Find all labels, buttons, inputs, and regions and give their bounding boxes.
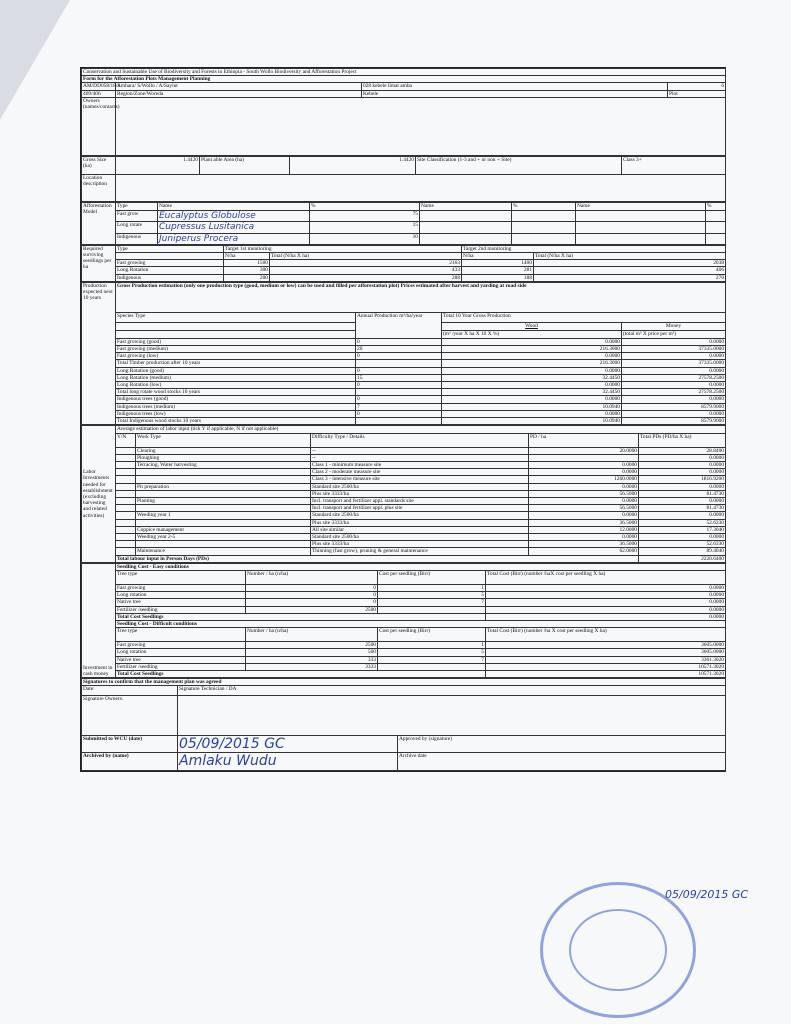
model-type-indigenous: Indigenous bbox=[116, 233, 158, 244]
seed-cost: 5 bbox=[378, 592, 486, 599]
seed-col-num: Number / ha (n/ha) bbox=[246, 628, 378, 642]
ref-code-2: 409/406 bbox=[82, 90, 116, 97]
labor-total-label: Total labour input in Person Days (PDs) bbox=[116, 555, 639, 562]
production-money: 27578.2500 bbox=[622, 374, 726, 381]
seedling-t1: 288 bbox=[270, 274, 462, 281]
production-annual: 15 bbox=[356, 374, 442, 381]
seed-num: 500 bbox=[246, 649, 378, 656]
archive-date-label: Archive date bbox=[398, 753, 726, 770]
production-money: 27578.2500 bbox=[622, 389, 726, 396]
labor-table bbox=[81, 425, 726, 562]
production-money: 0.0000 bbox=[622, 367, 726, 374]
seed-num: 0 bbox=[246, 599, 378, 606]
labor-label: Labor Investments needed for establishment (excluding harvesting and related activities) bbox=[82, 426, 116, 562]
seed-type: Fast growing bbox=[116, 584, 246, 591]
production-row-name: Indigenous trees (medium) bbox=[116, 403, 356, 410]
pct-fast: 75 bbox=[310, 210, 420, 221]
project-title: Conservation and Sustainable Use of Biodiversity and Forests in Ethiopia - South Wollo Biodiversity and Afforestation Project bbox=[82, 69, 726, 76]
production-wood: 0.0000 bbox=[442, 410, 622, 417]
seed-diff-total-label: Total Cost Seedlings bbox=[116, 670, 486, 677]
col-total-2: Total (N/ha X ha) bbox=[534, 253, 726, 260]
seedling-type: Fast growing bbox=[116, 260, 224, 267]
labor-diff: Standard site 2500/ha bbox=[311, 533, 529, 540]
production-wood: 32.4450 bbox=[442, 389, 622, 396]
seed-diff-title: Seedling Cost - Difficult conditions bbox=[116, 620, 726, 627]
seed-col-cost: Cost per seedling (Birr) bbox=[378, 570, 486, 584]
production-annual: 0 bbox=[356, 382, 442, 389]
production-annual: 0 bbox=[356, 367, 442, 374]
production-money: 0.0000 bbox=[622, 382, 726, 389]
owners-signature-label: Signature Owners: bbox=[82, 696, 178, 736]
seed-easy-title: Seedling Cost - Easy conditions bbox=[116, 563, 726, 570]
production-wood: 0.0000 bbox=[442, 367, 622, 374]
location-label: Location description bbox=[82, 174, 116, 201]
labor-total: 0.0000 bbox=[639, 512, 726, 519]
production-wood: 10.0940 bbox=[442, 403, 622, 410]
labor-work bbox=[136, 541, 311, 548]
production-row-name: Fast growing (good) bbox=[116, 338, 356, 345]
labor-work: Maintenance bbox=[136, 548, 311, 555]
model-label: Afforestation Model bbox=[82, 202, 116, 244]
labor-total: 0.0000 bbox=[639, 469, 726, 476]
labor-pd: 0.0000 bbox=[529, 512, 639, 519]
plot-number: 6 bbox=[668, 83, 726, 90]
seed-col-type: Tree type bbox=[116, 570, 246, 584]
labor-total: 0.0000 bbox=[639, 483, 726, 490]
production-money: 8579.9000 bbox=[622, 418, 726, 425]
seed-type: Fertilizer /seedling bbox=[116, 663, 246, 670]
owners-signature-field bbox=[178, 696, 726, 736]
labor-work bbox=[136, 490, 311, 497]
labor-diff: Standard site 2500/ha bbox=[311, 483, 529, 490]
seed-type: Native tree bbox=[116, 599, 246, 606]
labor-total: 52.6330 bbox=[639, 541, 726, 548]
seed-easy-total-value: 0.0000 bbox=[486, 613, 726, 620]
model-col-pct: % bbox=[310, 202, 420, 210]
seed-type: Long rotation bbox=[116, 649, 246, 656]
production-annual: 0 bbox=[356, 410, 442, 417]
seed-cost bbox=[378, 606, 486, 613]
production-row-name: Total Timber production after 10 years bbox=[116, 360, 356, 367]
labor-col-work: Work Type bbox=[136, 433, 311, 447]
labor-total-value: 2220.6400 bbox=[639, 555, 726, 562]
seed-type: Native tree bbox=[116, 656, 246, 663]
seed-num: 3333 bbox=[246, 663, 378, 670]
owners-field bbox=[116, 97, 726, 155]
seedling-n1: 200 bbox=[224, 274, 270, 281]
labor-pd: 62.0000 bbox=[529, 548, 639, 555]
seed-type: Fertilizer /seedling bbox=[116, 606, 246, 613]
production-annual: 20 bbox=[356, 346, 442, 353]
seed-cost: 7 bbox=[378, 656, 486, 663]
col-nha-1: N/ha bbox=[224, 253, 270, 260]
production-row-name: Indigenous trees (good) bbox=[116, 396, 356, 403]
site-classification-label: Site Classification (1-3 and + or non + Site) bbox=[416, 156, 622, 174]
labor-work: Planting bbox=[136, 497, 311, 504]
production-note: Gross Production estimation (only one production type (good, medium or low) can be used and filled per afforestation plot) Prices estimated after harvest and yarding at road side bbox=[116, 282, 726, 312]
model-col-pct-2: % bbox=[512, 202, 576, 210]
seed-col-num: Number / ha (n/ha) bbox=[246, 570, 378, 584]
labor-total: 81.4730 bbox=[639, 505, 726, 512]
seed-num: 333 bbox=[246, 656, 378, 663]
seed-num: 0 bbox=[246, 592, 378, 599]
seedling-cost-table bbox=[81, 563, 726, 678]
target-2-label: Target 2nd monitoring bbox=[462, 245, 726, 252]
seedlings-col-type: Type bbox=[116, 245, 224, 252]
labor-pd: 0.0000 bbox=[529, 469, 639, 476]
labor-diff: Class 2 - moderate measure site bbox=[311, 469, 529, 476]
seedling-n1: 1500 bbox=[224, 260, 270, 267]
labor-diff: Plus site 3333/ha bbox=[311, 541, 529, 548]
labor-pd: 0.0000 bbox=[529, 461, 639, 468]
management-plan-form bbox=[80, 67, 726, 772]
production-money: 0.0000 bbox=[622, 338, 726, 345]
seed-cost bbox=[378, 663, 486, 670]
stamp-inner-ring bbox=[569, 909, 667, 991]
production-annual: 7 bbox=[356, 403, 442, 410]
labor-total: 81.4730 bbox=[639, 490, 726, 497]
labor-col-yn: Y/N bbox=[116, 433, 136, 447]
production-money: 37335.0000 bbox=[622, 360, 726, 367]
labor-total: 1816.9200 bbox=[639, 476, 726, 483]
date-label: Date: bbox=[82, 686, 178, 696]
seedling-t2: 270 bbox=[534, 274, 726, 281]
seedling-n2: 1400 bbox=[462, 260, 534, 267]
model-col-name-3: Name bbox=[576, 202, 706, 210]
production-money: 8579.9000 bbox=[622, 403, 726, 410]
investment-label: Investment in cash money bbox=[82, 563, 116, 677]
production-row-name: Long Rotation (low) bbox=[116, 382, 356, 389]
plantable-area-label: Plant able Area (ha) bbox=[200, 156, 290, 174]
species-fast-handwritten: Eucalyptus Globulose bbox=[158, 210, 310, 221]
production-money: 37335.0000 bbox=[622, 346, 726, 353]
folded-corner bbox=[0, 0, 70, 120]
labor-diff: Class 3 - intensive measure site bbox=[311, 476, 529, 483]
seedling-n1: 300 bbox=[224, 267, 270, 274]
pct-long: 15 bbox=[310, 222, 420, 233]
labor-total: 89.4040 bbox=[639, 548, 726, 555]
production-row-name: Fast growing (medium) bbox=[116, 346, 356, 353]
col-money-sub: (total m³ X price per m³) bbox=[622, 330, 726, 338]
labor-total: 0.0000 bbox=[639, 461, 726, 468]
labor-pd: 0.0000 bbox=[529, 533, 639, 540]
production-money: 0.0000 bbox=[622, 353, 726, 360]
production-money: 0.0000 bbox=[622, 410, 726, 417]
labor-pd: 1260.0000 bbox=[529, 476, 639, 483]
seed-num: 2500 bbox=[246, 606, 378, 613]
labor-diff: Class 1 - minimum measure site bbox=[311, 461, 529, 468]
seedling-t2: 2038 bbox=[534, 260, 726, 267]
seedling-t1: 433 bbox=[270, 267, 462, 274]
labor-pd: 0.0000 bbox=[529, 497, 639, 504]
model-col-pct-3: % bbox=[706, 202, 726, 210]
gross-size-value: 1.4420 bbox=[116, 156, 200, 174]
seed-total: 0.0000 bbox=[486, 592, 726, 599]
seedling-type: Indigenous bbox=[116, 274, 224, 281]
labor-col-diff: Difficulty Type / Details bbox=[311, 433, 529, 447]
production-annual bbox=[356, 360, 442, 367]
seed-total: 3605.0000 bbox=[486, 642, 726, 649]
ref-code: AM/DD058/18/1 bbox=[83, 83, 121, 90]
production-annual bbox=[356, 418, 442, 425]
target-1-label: Target 1st monitoring bbox=[224, 245, 462, 252]
location-field bbox=[116, 174, 726, 201]
labor-pd: 12.0000 bbox=[529, 526, 639, 533]
production-wood: 216.3000 bbox=[442, 360, 622, 367]
plantable-area-value: 1.4420 bbox=[290, 156, 416, 174]
model-type-fast: Fast grow bbox=[116, 210, 158, 221]
production-wood: 0.0000 bbox=[442, 353, 622, 360]
labor-total: 28.8400 bbox=[639, 447, 726, 454]
labor-total: 17.3040 bbox=[639, 526, 726, 533]
seed-diff-total-value: 10571.3020 bbox=[486, 670, 726, 677]
model-col-name-2: Name bbox=[420, 202, 512, 210]
labor-diff: Plus site 3333/ha bbox=[311, 519, 529, 526]
labor-diff: Thinning (fast grow), pruning & general maintenance bbox=[311, 548, 529, 555]
labor-col-total: Total PDs (PD/ha X ha) bbox=[639, 433, 726, 447]
labor-note: Average estimation of labor input (tick Y if applicable, N if not applicable) bbox=[116, 426, 726, 433]
seedling-type: Long Rotation bbox=[116, 267, 224, 274]
labor-pd: 36.5000 bbox=[529, 541, 639, 548]
labor-diff: Standard site 2500/ha bbox=[311, 512, 529, 519]
production-annual: 0 bbox=[356, 396, 442, 403]
submitted-label: Submitted to WCU (date) bbox=[82, 736, 178, 753]
seedlings-table bbox=[81, 245, 726, 282]
seed-num: 0 bbox=[246, 584, 378, 591]
production-wood: 0.0000 bbox=[442, 396, 622, 403]
labor-work bbox=[136, 476, 311, 483]
seed-total: 3361.3020 bbox=[486, 656, 726, 663]
labor-diff: Incl. transport and fertilizer appl. standards site bbox=[311, 497, 529, 504]
labor-pd: 0.0000 bbox=[529, 483, 639, 490]
labor-total: 0.0000 bbox=[639, 497, 726, 504]
production-row-name: Total Indigenous wood stocks 10 years bbox=[116, 418, 356, 425]
site-class-value: Class 3+ bbox=[622, 156, 726, 174]
production-annual: 0 bbox=[356, 353, 442, 360]
signatures-table bbox=[81, 678, 726, 770]
production-row-name: Indigenous trees (low) bbox=[116, 410, 356, 417]
stamp-date-handwritten: 05/09/2015 GC bbox=[665, 888, 749, 901]
col-annual: Annual Production m³/ha/year bbox=[356, 312, 442, 338]
labor-work: Weeding year 1 bbox=[136, 512, 311, 519]
col-gross: Total 10 Year Gross Production bbox=[442, 312, 726, 322]
labor-work: Coppice management bbox=[136, 526, 311, 533]
seedling-t1: 2163 bbox=[270, 260, 462, 267]
seed-type: Long rotation bbox=[116, 592, 246, 599]
seed-total: 10571.3020 bbox=[486, 663, 726, 670]
labor-work bbox=[136, 519, 311, 526]
labor-work: Weeding year 2-5 bbox=[136, 533, 311, 540]
seed-total: 0.0000 bbox=[486, 599, 726, 606]
region-label: Region/Zone/Woreda bbox=[116, 90, 362, 97]
production-wood: 10.0940 bbox=[442, 418, 622, 425]
technician-label: Signature Technician / DA bbox=[178, 686, 726, 696]
seed-col-total: Total Cost (Birr) (number /ha X cost per seedling X ha) bbox=[486, 628, 726, 642]
col-total-1: Total (N/ha X ha) bbox=[270, 253, 462, 260]
production-row-name: Fast growing (low) bbox=[116, 353, 356, 360]
col-nha-2: N/ha bbox=[462, 253, 534, 260]
seed-total: 0.0000 bbox=[486, 606, 726, 613]
seed-cost: 1 bbox=[378, 642, 486, 649]
labor-pd: 20.0000 bbox=[529, 447, 639, 454]
col-wood-sub: (m³ /year X ha X 10 X %) bbox=[442, 330, 622, 338]
production-row-name: Long Rotation (medium) bbox=[116, 374, 356, 381]
labor-diff: All site similar bbox=[311, 526, 529, 533]
production-annual bbox=[356, 389, 442, 396]
model-table bbox=[81, 202, 726, 245]
labor-work bbox=[136, 469, 311, 476]
owners-label: Owners (names/contacts) bbox=[82, 97, 116, 155]
site-table bbox=[81, 156, 726, 202]
labor-diff: Incl. transport and fertilizer appl. plus site bbox=[311, 505, 529, 512]
kebele-value: 028 kebele limat amba bbox=[362, 83, 668, 90]
col-money: Money bbox=[622, 322, 726, 330]
labor-pd: 56.5000 bbox=[529, 490, 639, 497]
col-wood: Wood bbox=[442, 322, 622, 330]
form-title: Form for the Afforestation Plots Management Planning bbox=[82, 76, 726, 83]
labor-total: 52.6330 bbox=[639, 519, 726, 526]
model-col-type: Type bbox=[116, 202, 158, 210]
production-label: Production expected next 10 years bbox=[82, 282, 116, 424]
pct-indigenous: 10 bbox=[310, 233, 420, 244]
plot-label: Plot bbox=[668, 90, 726, 97]
seed-total: 3605.0000 bbox=[486, 649, 726, 656]
labor-pd: 56.5000 bbox=[529, 505, 639, 512]
labor-work: Terracing, Water harvesting bbox=[136, 461, 311, 468]
labor-work bbox=[136, 505, 311, 512]
gross-size-label: Gross Size (ha) bbox=[82, 156, 116, 174]
production-wood: 0.0000 bbox=[442, 382, 622, 389]
seed-cost: 1 bbox=[378, 584, 486, 591]
production-wood: 32.4450 bbox=[442, 374, 622, 381]
labor-diff: -- bbox=[311, 454, 529, 461]
seedling-t2: 406 bbox=[534, 267, 726, 274]
official-stamp bbox=[540, 882, 696, 1018]
approved-label: Approved by (signature) bbox=[398, 736, 726, 753]
model-type-long: Long rotate bbox=[116, 222, 158, 233]
seed-cost: 5 bbox=[378, 649, 486, 656]
labor-pd: 36.5000 bbox=[529, 519, 639, 526]
labor-total: 0.0000 bbox=[639, 454, 726, 461]
seedlings-label: Required surviving seedlings per ha bbox=[82, 245, 116, 281]
header-table bbox=[81, 68, 726, 156]
species-long-handwritten: Cupressus Lusitanica bbox=[158, 222, 310, 233]
seedling-n2: 281 bbox=[462, 267, 534, 274]
production-row-name: Long Rotation (good) bbox=[116, 367, 356, 374]
archived-label: Archived by (name) bbox=[82, 753, 178, 770]
submitted-date-handwritten: 05/09/2015 GC bbox=[178, 736, 398, 753]
labor-diff: -- bbox=[311, 447, 529, 454]
labor-col-pd: PD / ha bbox=[529, 433, 639, 447]
kebele-label: Kebele bbox=[362, 90, 668, 97]
species-indigenous-handwritten: Juniperus Procera bbox=[158, 233, 310, 244]
seedling-n2: 188 bbox=[462, 274, 534, 281]
labor-diff: Plus site 3333/ha bbox=[311, 490, 529, 497]
production-row-name: Total long rotate wood stocks 10 years bbox=[116, 389, 356, 396]
production-table bbox=[81, 282, 726, 425]
production-annual: 0 bbox=[356, 338, 442, 345]
seed-col-cost: Cost per seedling (Birr) bbox=[378, 628, 486, 642]
labor-work: Pit preparation bbox=[136, 483, 311, 490]
seed-type: Fast growing bbox=[116, 642, 246, 649]
production-wood: 216.3000 bbox=[442, 346, 622, 353]
seed-num: 2500 bbox=[246, 642, 378, 649]
labor-total: 0.0000 bbox=[639, 533, 726, 540]
seed-cost: 7 bbox=[378, 599, 486, 606]
confirm-text: Signatures to confirm that the management plan was agreed bbox=[82, 679, 726, 686]
archived-name-handwritten: Amlaku Wudu bbox=[178, 753, 398, 770]
labor-work: Clearing bbox=[136, 447, 311, 454]
model-col-name: Name bbox=[158, 202, 310, 210]
labor-work: Ploughing bbox=[136, 454, 311, 461]
seed-col-type: Tree type bbox=[116, 628, 246, 642]
col-species: Species Type bbox=[116, 312, 356, 322]
seed-easy-total-label: Total Cost Seedlings bbox=[116, 613, 486, 620]
production-money: 0.0000 bbox=[622, 396, 726, 403]
seed-col-total: Total Cost (Birr) (number /haX cost per seedling X ha) bbox=[486, 570, 726, 584]
region-value: Amhara/ S/Wollo / A/Sayint bbox=[116, 83, 362, 90]
seed-total: 0.0000 bbox=[486, 584, 726, 591]
labor-pd bbox=[529, 454, 639, 461]
production-wood: 0.0000 bbox=[442, 338, 622, 345]
